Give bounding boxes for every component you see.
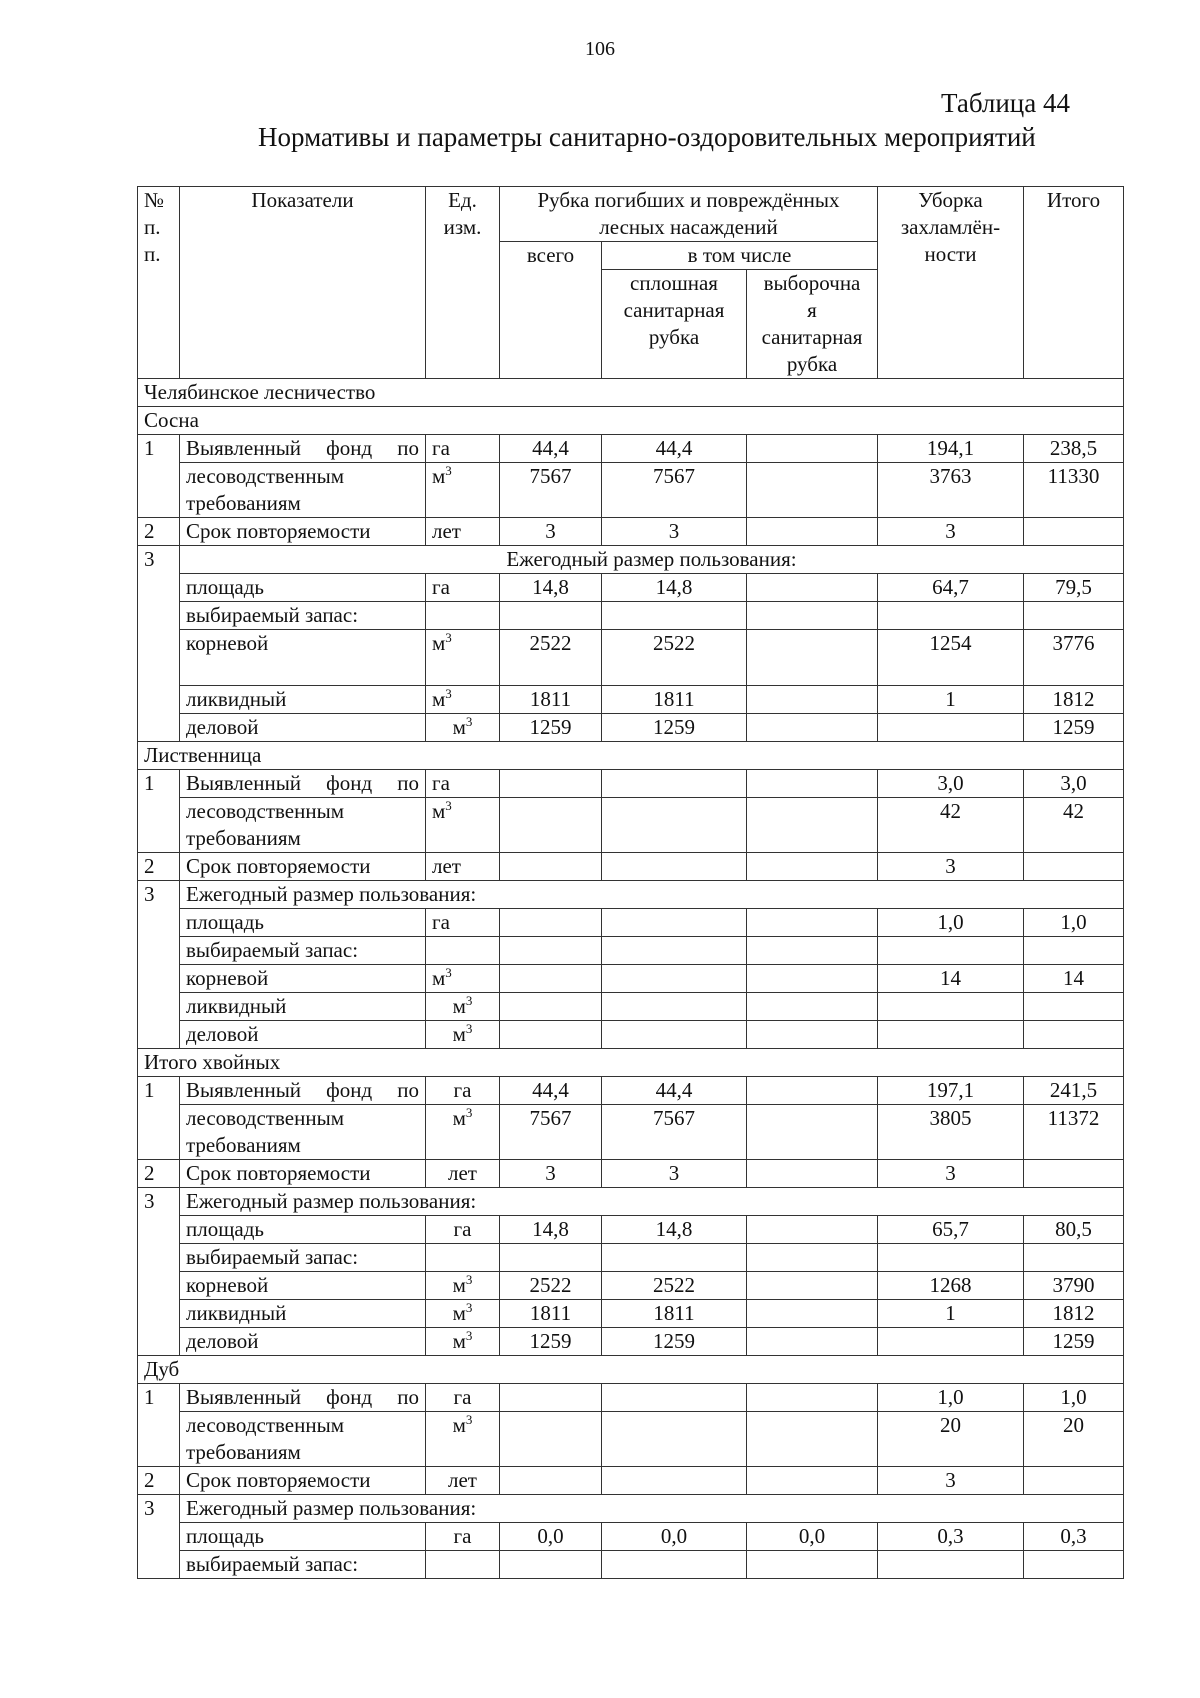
value-cell	[747, 435, 878, 463]
page-number: 106	[585, 38, 615, 60]
unit-cell: $м^3$	[426, 463, 500, 518]
header-indicators: Показатели	[180, 187, 426, 379]
value-cell: 44,4	[602, 435, 747, 463]
table-row	[138, 686, 1124, 714]
value-cell: 1254	[878, 630, 1024, 686]
unit-cell: $м^3$	[426, 1105, 500, 1160]
value-cell: 0,3	[1024, 1523, 1124, 1551]
value-cell: 1268	[878, 1272, 1024, 1300]
value-cell	[602, 965, 747, 993]
value-cell: 3	[500, 518, 602, 546]
value-cell: 1259	[500, 1328, 602, 1356]
unit-cell: $м^3$	[426, 630, 500, 686]
value-cell: 44,4	[602, 1077, 747, 1105]
value-cell	[747, 1384, 878, 1412]
value-cell: 3	[878, 853, 1024, 881]
value-cell: 2522	[602, 1272, 747, 1300]
unit-cell: $м^3$	[426, 798, 500, 853]
row-label: лесоводственным требованиям	[180, 798, 426, 853]
section-row	[138, 1049, 1124, 1077]
table-row	[138, 546, 1124, 574]
table-title: Нормативы и параметры санитарно-оздоровительных мероприятий	[258, 122, 1036, 152]
value-cell: 1,0	[1024, 1384, 1124, 1412]
value-cell: 1259	[602, 1328, 747, 1356]
table-row	[138, 993, 1124, 1021]
unit-cell: га	[426, 1384, 500, 1412]
value-cell: 3	[500, 1160, 602, 1188]
row-label: Выявленный фонд по	[180, 1077, 426, 1105]
table-row	[138, 714, 1124, 742]
table-row	[138, 1523, 1124, 1551]
table-row	[138, 1021, 1124, 1049]
region-name: Челябинское лесничество	[138, 379, 1124, 407]
header-selective-sanitary: выборочна я санитарная рубка	[747, 270, 878, 379]
value-cell	[1024, 853, 1124, 881]
table-row	[138, 881, 1124, 909]
header-total: Итого	[1024, 187, 1124, 379]
value-cell	[500, 965, 602, 993]
row-label: Выявленный фонд по	[180, 770, 426, 798]
value-cell: 3763	[878, 463, 1024, 518]
unit-cell: лет	[426, 518, 500, 546]
value-cell: 197,1	[878, 1077, 1024, 1105]
row-number: 3	[138, 1188, 180, 1356]
header-including: в том числе	[602, 242, 878, 270]
row-label: ликвидный	[180, 993, 426, 1021]
unit-cell: га	[426, 1523, 500, 1551]
value-cell: 0,0	[500, 1523, 602, 1551]
table-row	[138, 853, 1124, 881]
value-cell	[747, 1160, 878, 1188]
unit-cell: лет	[426, 1467, 500, 1495]
value-cell: 1259	[1024, 1328, 1124, 1356]
value-cell	[747, 853, 878, 881]
row-label: выбираемый запас:	[180, 1244, 426, 1272]
annual-heading: Ежегодный размер пользования:	[180, 546, 1124, 574]
value-cell	[500, 798, 602, 853]
row-label: Срок повторяемости	[180, 518, 426, 546]
value-cell: 1259	[500, 714, 602, 742]
value-cell: 14	[878, 965, 1024, 993]
value-cell	[878, 714, 1024, 742]
value-cell: 3,0	[1024, 770, 1124, 798]
table-row	[138, 965, 1124, 993]
unit-cell: $м^3$	[426, 686, 500, 714]
row-label: ликвидный	[180, 686, 426, 714]
value-cell	[747, 714, 878, 742]
unit-cell: $м^3$	[426, 1412, 500, 1467]
table-row	[138, 630, 1124, 686]
annual-heading: Ежегодный размер пользования:	[180, 881, 1124, 909]
section-name: Дуб	[138, 1356, 1124, 1384]
table-row	[138, 1160, 1124, 1188]
value-cell: 7567	[602, 463, 747, 518]
section-name: Лиственница	[138, 742, 1124, 770]
value-cell: 0,0	[747, 1523, 878, 1551]
value-cell	[747, 574, 878, 602]
value-cell: 2522	[602, 630, 747, 686]
value-cell: 2522	[500, 1272, 602, 1300]
row-number: 3	[138, 546, 180, 742]
value-cell	[747, 1328, 878, 1356]
unit-cell: га	[426, 435, 500, 463]
row-label: лесоводственным требованиям	[180, 1105, 426, 1160]
value-cell	[747, 1021, 878, 1049]
value-cell: 3	[878, 1160, 1024, 1188]
table-row	[138, 1244, 1124, 1272]
row-label: площадь	[180, 574, 426, 602]
value-cell: 1	[878, 1300, 1024, 1328]
table-row	[138, 909, 1124, 937]
value-cell: 3	[602, 518, 747, 546]
row-label: лесоводственным требованиям	[180, 1412, 426, 1467]
row-number: 1	[138, 435, 180, 518]
value-cell: 7567	[500, 463, 602, 518]
header-no: № п. п.	[138, 187, 180, 379]
header-felling: Рубка погибших и повреждённых лесных насаждений	[500, 187, 878, 242]
row-number: 2	[138, 1160, 180, 1188]
value-cell: 11330	[1024, 463, 1124, 518]
row-label: Срок повторяемости	[180, 1160, 426, 1188]
row-label: Выявленный фонд по	[180, 435, 426, 463]
value-cell	[747, 909, 878, 937]
value-cell: 1259	[1024, 714, 1124, 742]
header-row-1	[138, 187, 1124, 242]
norms-table	[137, 186, 1124, 1579]
row-number: 2	[138, 1467, 180, 1495]
table-row	[138, 1077, 1124, 1105]
value-cell	[747, 1105, 878, 1160]
value-cell: 14,8	[602, 1216, 747, 1244]
value-cell: 3790	[1024, 1272, 1124, 1300]
value-cell: 194,1	[878, 435, 1024, 463]
value-cell	[747, 463, 878, 518]
row-label: корневой	[180, 965, 426, 993]
unit-cell: $м^3$	[426, 714, 500, 742]
value-cell: 1812	[1024, 686, 1124, 714]
row-label: площадь	[180, 1523, 426, 1551]
value-cell	[602, 1384, 747, 1412]
table-row	[138, 1272, 1124, 1300]
value-cell	[1024, 1021, 1124, 1049]
value-cell: 241,5	[1024, 1077, 1124, 1105]
unit-cell: $м^3$	[426, 965, 500, 993]
value-cell: 2522	[500, 630, 602, 686]
value-cell	[1024, 1467, 1124, 1495]
value-cell: 1,0	[878, 1384, 1024, 1412]
value-cell: 1812	[1024, 1300, 1124, 1328]
header-clear-sanitary: сплошная санитарная рубка	[602, 270, 747, 379]
row-number: 1	[138, 1384, 180, 1467]
table-row	[138, 937, 1124, 965]
header-felling-total: всего	[500, 242, 602, 379]
unit-cell: га	[426, 1216, 500, 1244]
table-row	[138, 1188, 1124, 1216]
value-cell: 3	[878, 1467, 1024, 1495]
unit-cell: лет	[426, 853, 500, 881]
value-cell	[878, 1021, 1024, 1049]
value-cell: 3	[602, 1160, 747, 1188]
value-cell: 80,5	[1024, 1216, 1124, 1244]
value-cell	[747, 1077, 878, 1105]
section-name: Сосна	[138, 407, 1124, 435]
value-cell	[500, 853, 602, 881]
row-number: 1	[138, 1077, 180, 1160]
value-cell: 44,4	[500, 1077, 602, 1105]
value-cell	[747, 993, 878, 1021]
value-cell: 11372	[1024, 1105, 1124, 1160]
value-cell: 14	[1024, 965, 1124, 993]
value-cell: 14,8	[500, 574, 602, 602]
value-cell: 1	[878, 686, 1024, 714]
table-row	[138, 1328, 1124, 1356]
value-cell	[602, 853, 747, 881]
row-label: площадь	[180, 1216, 426, 1244]
value-cell: 42	[1024, 798, 1124, 853]
value-cell	[747, 770, 878, 798]
row-label: лесоводственным требованиям	[180, 463, 426, 518]
value-cell: 3776	[1024, 630, 1124, 686]
value-cell: 0,0	[602, 1523, 747, 1551]
row-number: 2	[138, 853, 180, 881]
row-number: 1	[138, 770, 180, 853]
row-number: 2	[138, 518, 180, 546]
value-cell	[602, 1412, 747, 1467]
value-cell: 3	[878, 518, 1024, 546]
value-cell: 20	[878, 1412, 1024, 1467]
unit-cell: га	[426, 909, 500, 937]
value-cell: 20	[1024, 1412, 1124, 1467]
value-cell: 7567	[602, 1105, 747, 1160]
table-row	[138, 602, 1124, 630]
unit-cell: $м^3$	[426, 993, 500, 1021]
value-cell	[602, 1467, 747, 1495]
value-cell	[747, 1467, 878, 1495]
table-row	[138, 770, 1124, 798]
table-row	[138, 1551, 1124, 1579]
table-label: Таблица 44	[941, 88, 1070, 118]
value-cell	[747, 686, 878, 714]
unit-cell: $м^3$	[426, 1272, 500, 1300]
section-row	[138, 407, 1124, 435]
value-cell	[747, 798, 878, 853]
value-cell	[747, 630, 878, 686]
row-label: корневой	[180, 630, 426, 686]
header-unit: Ед. изм.	[426, 187, 500, 379]
unit-cell: $м^3$	[426, 1021, 500, 1049]
value-cell	[602, 909, 747, 937]
row-label: выбираемый запас:	[180, 1551, 426, 1579]
row-number: 3	[138, 1495, 180, 1579]
value-cell	[500, 909, 602, 937]
unit-cell: га	[426, 1077, 500, 1105]
value-cell	[747, 965, 878, 993]
value-cell	[1024, 993, 1124, 1021]
value-cell: 238,5	[1024, 435, 1124, 463]
value-cell	[602, 798, 747, 853]
value-cell	[602, 1021, 747, 1049]
table-row	[138, 1495, 1124, 1523]
value-cell	[878, 993, 1024, 1021]
value-cell: 44,4	[500, 435, 602, 463]
value-cell	[878, 1328, 1024, 1356]
section-row	[138, 742, 1124, 770]
row-label: корневой	[180, 1272, 426, 1300]
unit-cell: га	[426, 770, 500, 798]
value-cell: 1259	[602, 714, 747, 742]
value-cell: 14,8	[500, 1216, 602, 1244]
row-label: выбираемый запас:	[180, 937, 426, 965]
unit-cell: га	[426, 574, 500, 602]
value-cell: 42	[878, 798, 1024, 853]
value-cell: 3,0	[878, 770, 1024, 798]
row-label: деловой	[180, 714, 426, 742]
table-row	[138, 435, 1124, 463]
row-label: выбираемый запас:	[180, 602, 426, 630]
annual-heading: Ежегодный размер пользования:	[180, 1495, 1124, 1523]
value-cell	[1024, 1160, 1124, 1188]
value-cell	[500, 1021, 602, 1049]
value-cell: 65,7	[878, 1216, 1024, 1244]
value-cell: 1811	[500, 1300, 602, 1328]
value-cell	[747, 1300, 878, 1328]
value-cell	[747, 1216, 878, 1244]
value-cell	[500, 1384, 602, 1412]
table-row	[138, 574, 1124, 602]
value-cell	[747, 1272, 878, 1300]
row-label: площадь	[180, 909, 426, 937]
table-row	[138, 518, 1124, 546]
value-cell: 0,3	[878, 1523, 1024, 1551]
value-cell	[500, 993, 602, 1021]
value-cell: 1,0	[1024, 909, 1124, 937]
table-row	[138, 1467, 1124, 1495]
value-cell: 1811	[602, 686, 747, 714]
unit-cell: $м^3$	[426, 1328, 500, 1356]
value-cell	[602, 993, 747, 1021]
row-label: ликвидный	[180, 1300, 426, 1328]
table-row	[138, 1384, 1124, 1412]
section-row	[138, 1356, 1124, 1384]
value-cell: 1811	[602, 1300, 747, 1328]
row-label: деловой	[180, 1328, 426, 1356]
row-label: Выявленный фонд по	[180, 1384, 426, 1412]
unit-cell: лет	[426, 1160, 500, 1188]
value-cell: 64,7	[878, 574, 1024, 602]
table-row	[138, 1216, 1124, 1244]
row-label: деловой	[180, 1021, 426, 1049]
annual-heading: Ежегодный размер пользования:	[180, 1188, 1124, 1216]
unit-cell: $м^3$	[426, 1300, 500, 1328]
section-name: Итого хвойных	[138, 1049, 1124, 1077]
table-row	[138, 1300, 1124, 1328]
value-cell: 79,5	[1024, 574, 1124, 602]
row-label: Срок повторяемости	[180, 853, 426, 881]
value-cell	[602, 770, 747, 798]
value-cell: 7567	[500, 1105, 602, 1160]
header-cleanup: Уборка захламлён- ности	[878, 187, 1024, 379]
value-cell: 3805	[878, 1105, 1024, 1160]
value-cell	[1024, 518, 1124, 546]
value-cell	[747, 1412, 878, 1467]
region-row	[138, 379, 1124, 407]
value-cell: 1811	[500, 686, 602, 714]
value-cell	[747, 518, 878, 546]
value-cell	[500, 770, 602, 798]
row-number: 3	[138, 881, 180, 1049]
value-cell: 14,8	[602, 574, 747, 602]
value-cell	[500, 1412, 602, 1467]
value-cell	[500, 1467, 602, 1495]
value-cell: 1,0	[878, 909, 1024, 937]
row-label: Срок повторяемости	[180, 1467, 426, 1495]
